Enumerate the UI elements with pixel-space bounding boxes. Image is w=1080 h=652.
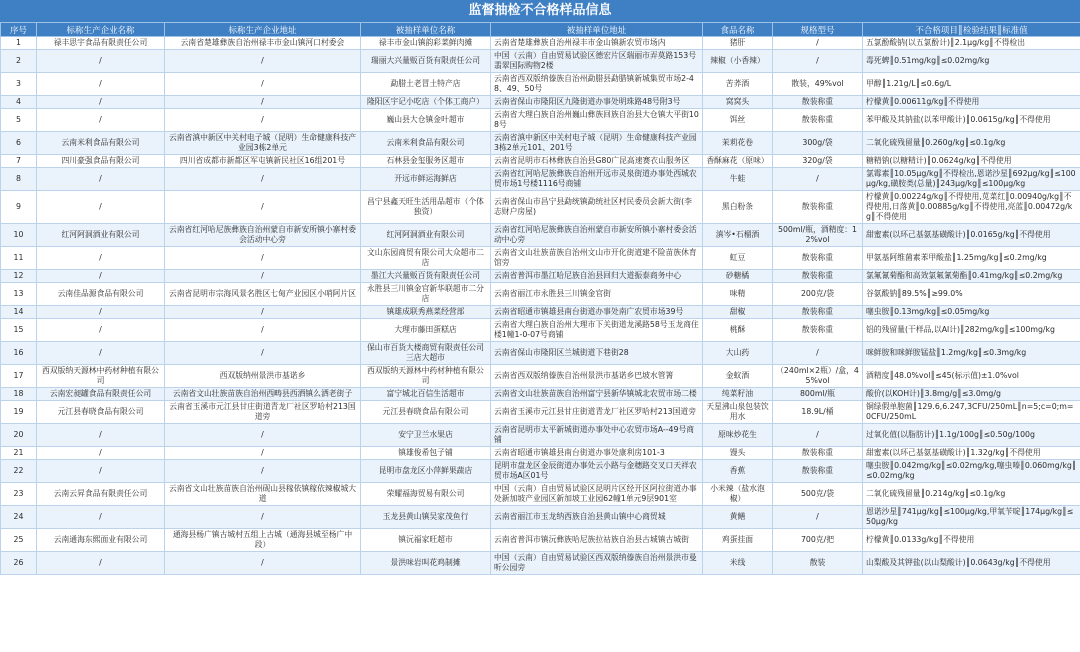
sampled-unit-name: 西双版纳天源林中药材种植有限公司 (361, 365, 491, 388)
manufacturer-name: 西双版纳天源林中药材种植有限公司 (37, 365, 165, 388)
manufacturer-name: / (37, 319, 165, 342)
manufacturer-name: 云南通海东熙面业有限公司 (37, 529, 165, 552)
table-row (1, 109, 1080, 132)
food-name: 米线 (703, 552, 773, 575)
sampled-unit-name: 隆阳区宇记小吃店（个体工商户） (361, 96, 491, 109)
row-index: 12 (1, 270, 37, 283)
row-index: 10 (1, 224, 37, 247)
specification: （240ml×2瓶）/盒，45%vol (773, 365, 863, 388)
food-name: 香酥麻花（原味） (703, 155, 773, 168)
row-index: 14 (1, 306, 37, 319)
food-name: 黄鳝 (703, 506, 773, 529)
specification: 散装称重 (773, 460, 863, 483)
sampled-unit-address: 中国（云南）自由贸易试验区德宏片区瑞丽市弄莫路153号翡翠国际购物2楼 (491, 50, 703, 73)
manufacturer-address: 西双版纳州景洪市基诺乡 (165, 365, 361, 388)
table-row (1, 319, 1080, 342)
table-row (1, 73, 1080, 96)
sampled-unit-name: 景洪味岩叫花鸡制摊 (361, 552, 491, 575)
sampled-unit-address: 云南省滇中新区中关村电子城（昆明）生命健康科技产业园3栋2单元101、201号 (491, 132, 703, 155)
specification: / (773, 37, 863, 50)
manufacturer-address: / (165, 506, 361, 529)
manufacturer-address: / (165, 191, 361, 224)
food-name: 纯菜籽油 (703, 388, 773, 401)
sampled-unit-name: 元江县春晓食品有限公司 (361, 401, 491, 424)
food-name: 桃酥 (703, 319, 773, 342)
manufacturer-name: 云南云昇食品有限责任公司 (37, 483, 165, 506)
sampled-unit-name: 巍山县大仓镇金叶超市 (361, 109, 491, 132)
sampled-unit-address: 中国（云南）自由贸易试验区西双版纳傣族自治州景洪市曼听公园旁 (491, 552, 703, 575)
manufacturer-address: / (165, 424, 361, 447)
table-row (1, 50, 1080, 73)
failed-items: 酒精度║48.0%vol║≤45(标示值)±1.0%vol (863, 365, 1080, 388)
table-row (1, 552, 1080, 575)
row-index: 8 (1, 168, 37, 191)
failed-items: 苯甲酸及其钠盐(以苯甲酸计)║0.0615g/kg║不得使用 (863, 109, 1080, 132)
header-manufacturer-address: 标称生产企业地址 (165, 23, 361, 37)
food-name: 窝窝头 (703, 96, 773, 109)
sampled-unit-name: 禄丰市金山镇韵彩菜鲜肉摊 (361, 37, 491, 50)
sampled-unit-name: 富宁城北百信生活超市 (361, 388, 491, 401)
manufacturer-address: 四川省成都市新都区军屯镇新民社区16组201号 (165, 155, 361, 168)
manufacturer-address: 云南省楚雄彝族自治州禄丰市金山镇河口村委会 (165, 37, 361, 50)
manufacturer-name: / (37, 168, 165, 191)
table-row (1, 306, 1080, 319)
manufacturer-name: / (37, 109, 165, 132)
failed-items: 咪鲜胺和咪鲜胺锰盐║1.2mg/kg║≤0.3mg/kg (863, 342, 1080, 365)
table-row (1, 96, 1080, 109)
food-name: 饵丝 (703, 109, 773, 132)
failed-items: 噻虫胺║0.042mg/kg║≤0.02mg/kg,噻虫嗪║0.060mg/kg║≤0.02mg/kg (863, 460, 1080, 483)
failed-items: 酸价(以KOH计)║3.8mg/g║≤3.0mg/g (863, 388, 1080, 401)
sampled-unit-name: 红河阿洞酒业有限公司 (361, 224, 491, 247)
sampled-unit-name: 瑞丽大兴量贩百货有限责任公司 (361, 50, 491, 73)
table-row (1, 224, 1080, 247)
table-row (1, 37, 1080, 50)
sampled-unit-address: 云南省大理白族自治州巍山彝族回族自治县大仓镇大平街108号 (491, 109, 703, 132)
failed-items: 甲醇║1.21g/L║≤0.6g/L (863, 73, 1080, 96)
specification: 散装，49%vol (773, 73, 863, 96)
manufacturer-address: / (165, 460, 361, 483)
failed-items: 过氧化值(以脂肪计)║1.1g/100g║≤0.50g/100g (863, 424, 1080, 447)
manufacturer-name: / (37, 96, 165, 109)
sampled-unit-address: 中国（云南）自由贸易试验区昆明片区经开区阿拉街道办事处新加坡产业园区新加坡工业园62幢1单元9层901室 (491, 483, 703, 506)
manufacturer-name: 禄丰思宇食品有限责任公司 (37, 37, 165, 50)
sampled-unit-address: 云南省文山壮族苗族自治州文山市开化街道建不险苗族休育馆旁 (491, 247, 703, 270)
header-food-name: 食品名称 (703, 23, 773, 37)
sampled-unit-name: 石林县金玺服务区超市 (361, 155, 491, 168)
header-sampled-unit-name: 被抽样单位名称 (361, 23, 491, 37)
sampled-unit-address: 云南省文山壮族苗族自治州富宁县新华镇城北农贸市场二楼 (491, 388, 703, 401)
manufacturer-address: 通海县杨广镇古城村五组上古城（通海县城至杨广中段） (165, 529, 361, 552)
sampled-unit-address: 云南省昆明市石林彝族自治县G80广昆高速赛衣山服务区 (491, 155, 703, 168)
food-name: 天星沸山泉包装饮用水 (703, 401, 773, 424)
table-row (1, 132, 1080, 155)
manufacturer-name: / (37, 460, 165, 483)
food-name: 大山药 (703, 342, 773, 365)
specification: 800ml/瓶 (773, 388, 863, 401)
specification: 散装称重 (773, 306, 863, 319)
manufacturer-name: / (37, 342, 165, 365)
food-name: 牛蛙 (703, 168, 773, 191)
food-name: 砂糖橘 (703, 270, 773, 283)
header-manufacturer-name: 标称生产企业名称 (37, 23, 165, 37)
manufacturer-address: 云南省文山壮族苗族自治州西畴县西洒镇么洒老街子 (165, 388, 361, 401)
sampled-unit-name: 文山东园商贸有限公司大众超市二店 (361, 247, 491, 270)
row-index: 25 (1, 529, 37, 552)
food-name: 小米辣（盐水泡椒） (703, 483, 773, 506)
manufacturer-address: / (165, 73, 361, 96)
manufacturer-address: / (165, 342, 361, 365)
sampled-unit-address: 云南省红河哈尼族彝族自治州开远市灵泉街道办事处西城农贸市场1号楼1116号商铺 (491, 168, 703, 191)
failed-items: 糖精钠(以糖精计)║0.0624g/kg║不得使用 (863, 155, 1080, 168)
failed-items: 二氧化硫残留量║0.260g/kg║≤0.1g/kg (863, 132, 1080, 155)
manufacturer-name: 元江县春晓食品有限公司 (37, 401, 165, 424)
failed-items: 甜蜜素(以环己基氨基磺酸计)║0.0165g/kg║不得使用 (863, 224, 1080, 247)
food-name: 香蕉 (703, 460, 773, 483)
failed-items: 氯霉素║10.05μg/kg║不得检出,恩诺沙星║692μg/kg║≤100μg/kg,磺胺类(总量)║243μg/kg║≤100μg/kg (863, 168, 1080, 191)
specification: 散装称重 (773, 191, 863, 224)
food-name: 滇岑•石榴酒 (703, 224, 773, 247)
row-index: 26 (1, 552, 37, 575)
sampled-unit-name: 镇雄成联秀燕菜经营部 (361, 306, 491, 319)
manufacturer-name: / (37, 73, 165, 96)
sampled-unit-address: 云南省大理白族自治州大理市下关街道龙溪路58号玉龙商住楼1幢1-0-07号商铺 (491, 319, 703, 342)
sampled-unit-name: 勐腊土老冒土特产店 (361, 73, 491, 96)
specification: 500克/袋 (773, 483, 863, 506)
food-name: 猪肝 (703, 37, 773, 50)
food-name: 味精 (703, 283, 773, 306)
table-row (1, 424, 1080, 447)
row-index: 17 (1, 365, 37, 388)
manufacturer-address: 云南省昆明市宗海风景名胜区七甸产业园区小哨阿片区 (165, 283, 361, 306)
sampled-unit-name: 永胜县三川镇金官新华联超市二分店 (361, 283, 491, 306)
food-name: 原味炒花生 (703, 424, 773, 447)
failed-items: 氯氟氰菊酯和高效氯氟氰菊酯║0.41mg/kg║≤0.2mg/kg (863, 270, 1080, 283)
noncompliant-samples-table (0, 22, 1080, 575)
table-row (1, 365, 1080, 388)
table-row (1, 342, 1080, 365)
manufacturer-address: / (165, 168, 361, 191)
manufacturer-address: / (165, 552, 361, 575)
failed-items: 毒死蜱║0.51mg/kg║≤0.02mg/kg (863, 50, 1080, 73)
manufacturer-name: / (37, 50, 165, 73)
manufacturer-name: / (37, 247, 165, 270)
row-index: 7 (1, 155, 37, 168)
specification: 散装称重 (773, 447, 863, 460)
row-index: 9 (1, 191, 37, 224)
row-index: 22 (1, 460, 37, 483)
row-index: 16 (1, 342, 37, 365)
sampled-unit-address: 云南省西双版纳傣族自治州景洪市基诺乡巴坡水管箐 (491, 365, 703, 388)
failed-items: 铜绿假单胞菌║129.6,6.247,3CFU/250mL║n=5;c=0;m=0CFU/250mL (863, 401, 1080, 424)
failed-items: 二氧化硫残留量║0.214g/kg║≤0.1g/kg (863, 483, 1080, 506)
sampled-unit-name: 大理市藤田蛋糕店 (361, 319, 491, 342)
table-row (1, 270, 1080, 283)
manufacturer-name: 云南宏昶罐食品有限责任公司 (37, 388, 165, 401)
sampled-unit-address: 云南省红河哈尼族彝族自治州蒙自市新安所镇小寨村委会活动中心旁 (491, 224, 703, 247)
row-index: 1 (1, 37, 37, 50)
table-row (1, 388, 1080, 401)
manufacturer-name: / (37, 191, 165, 224)
row-index: 21 (1, 447, 37, 460)
table-row (1, 447, 1080, 460)
sampled-unit-address: 云南省丽江市玉龙纳西族自治县黄山镇中心商贸城 (491, 506, 703, 529)
manufacturer-address: / (165, 96, 361, 109)
sampled-unit-name: 昌宁县鑫天旺生活用品超市（个体独资） (361, 191, 491, 224)
manufacturer-address: / (165, 447, 361, 460)
table-row (1, 401, 1080, 424)
row-index: 19 (1, 401, 37, 424)
specification: / (773, 168, 863, 191)
row-index: 6 (1, 132, 37, 155)
manufacturer-address: 云南省文山壮族苗族自治州砚山县稼依镇稼依辣椒城大道 (165, 483, 361, 506)
manufacturer-name: 红河阿洞酒业有限公司 (37, 224, 165, 247)
sampled-unit-address: 云南省丽江市永胜县三川镇金官街 (491, 283, 703, 306)
row-index: 18 (1, 388, 37, 401)
sampled-unit-address: 云南省保山市隆阳区兰城街道下巷街28 (491, 342, 703, 365)
row-index: 3 (1, 73, 37, 96)
food-name: 金蚁酒 (703, 365, 773, 388)
row-index: 20 (1, 424, 37, 447)
sampled-unit-address: 云南省保山市昌宁县勐统镇勐统社区村民委员会新大街(李志财户房屋) (491, 191, 703, 224)
specification: 18.9L/桶 (773, 401, 863, 424)
manufacturer-address: 云南省滇中新区中关村电子城（昆明）生命健康科技产业园3栋2单元 (165, 132, 361, 155)
manufacturer-name: / (37, 506, 165, 529)
row-index: 23 (1, 483, 37, 506)
sampled-unit-address: 云南省昭通市镇雄县南台街道办事处南广农贸市场39号 (491, 306, 703, 319)
manufacturer-address: 云南省玉溪市元江县甘庄街道青龙厂社区罗哈村213国道旁 (165, 401, 361, 424)
failed-items: 柠檬黄║0.00224g/kg║不得使用,苋菜红║0.00940g/kg║不得使用,日落黄║0.00885g/kg║不得使用,亮蓝║0.00472g/kg║不得使用 (863, 191, 1080, 224)
sampled-unit-name: 玉龙县黄山镇吴家茂鱼行 (361, 506, 491, 529)
manufacturer-name: / (37, 306, 165, 319)
sampled-unit-address: 云南省楚雄彝族自治州禄丰市金山镇新农贸市场内 (491, 37, 703, 50)
specification: 300g/袋 (773, 132, 863, 155)
sampled-unit-address: 云南省普洱市墨江哈尼族自治县回归大道振泰商务中心 (491, 270, 703, 283)
specification: 散装称重 (773, 319, 863, 342)
row-index: 13 (1, 283, 37, 306)
sampled-unit-name: 荣耀福海贸易有限公司 (361, 483, 491, 506)
sampled-unit-address: 云南省昆明市太平新城街道办事处中心农贸市场A--49号商铺 (491, 424, 703, 447)
food-name: 鸡蛋挂面 (703, 529, 773, 552)
failed-items: 铝的残留量(干样品,以Al计)║282mg/kg║≤100mg/kg (863, 319, 1080, 342)
sampled-unit-name: 开远市鲜运海鲜店 (361, 168, 491, 191)
sampled-unit-name: 镇雄俊希包子铺 (361, 447, 491, 460)
row-index: 4 (1, 96, 37, 109)
specification: 散装称重 (773, 270, 863, 283)
header-sampled-unit-address: 被抽样单位地址 (491, 23, 703, 37)
row-index: 11 (1, 247, 37, 270)
sampled-unit-name: 墨江大兴量贩百货有限责任公司 (361, 270, 491, 283)
manufacturer-address: / (165, 270, 361, 283)
table-row (1, 247, 1080, 270)
header-index: 序号 (1, 23, 37, 37)
failed-items: 柠檬黄║0.0133g/kg║不得使用 (863, 529, 1080, 552)
row-index: 5 (1, 109, 37, 132)
manufacturer-address: / (165, 109, 361, 132)
manufacturer-name: 云南佳品源食品有限公司 (37, 283, 165, 306)
sampled-unit-name: 镇沅福家旺超市 (361, 529, 491, 552)
sampled-unit-address: 昆明市盘龙区金辰街道办事处云小路与金穗路交叉口天祥农贸市场A区01号 (491, 460, 703, 483)
manufacturer-name: 四川豪强食品有限公司 (37, 155, 165, 168)
sampled-unit-address: 云南省西双版纳傣族自治州勐腊县勐腊镇新城集贸市场2-48、49、50号 (491, 73, 703, 96)
specification: 320g/袋 (773, 155, 863, 168)
manufacturer-name: / (37, 424, 165, 447)
failed-items: 甜蜜素(以环己基氨基磺酸计)║1.32g/kg║不得使用 (863, 447, 1080, 460)
manufacturer-name: 云南米利食品有限公司 (37, 132, 165, 155)
manufacturer-address: / (165, 319, 361, 342)
failed-items: 谷氨酸钠║89.5%║≥99.0% (863, 283, 1080, 306)
table-row (1, 155, 1080, 168)
sampled-unit-address: 云南省玉溪市元江县甘庄街道青龙厂社区罗哈村213国道旁 (491, 401, 703, 424)
manufacturer-address: 云南省红河哈尼族彝族自治州蒙自市新安所镇小寨村委会活动中心旁 (165, 224, 361, 247)
row-index: 2 (1, 50, 37, 73)
sampled-unit-name: 昆明市盘龙区小萍鲜果蔬店 (361, 460, 491, 483)
failed-items: 五氯酚酸钠(以五氯酚计)║2.1μg/kg║不得检出 (863, 37, 1080, 50)
table-row (1, 168, 1080, 191)
manufacturer-name: / (37, 447, 165, 460)
failed-items: 甲氨基阿维菌素苯甲酸盐║1.25mg/kg║≤0.2mg/kg (863, 247, 1080, 270)
table-header-row (1, 23, 1080, 37)
manufacturer-address: / (165, 50, 361, 73)
food-name: 虹豆 (703, 247, 773, 270)
specification: / (773, 342, 863, 365)
food-name: 茉莉花卷 (703, 132, 773, 155)
specification: 散装称重 (773, 109, 863, 132)
specification: 700克/把 (773, 529, 863, 552)
sampled-unit-address: 云南省普洱市镇沅彝族哈尼族拉祜族自治县古城镇古城街 (491, 529, 703, 552)
row-index: 24 (1, 506, 37, 529)
row-index: 15 (1, 319, 37, 342)
failed-items: 噻虫胺║0.13mg/kg║≤0.05mg/kg (863, 306, 1080, 319)
failed-items: 柠檬黄║0.00611g/kg║不得使用 (863, 96, 1080, 109)
table-row (1, 506, 1080, 529)
failed-items: 恩诺沙星║741μg/kg║≤100μg/kg,甲氧苄啶║174μg/kg║≤50μg/kg (863, 506, 1080, 529)
food-name: 辣椒（小香辣） (703, 50, 773, 73)
specification: / (773, 506, 863, 529)
sampled-unit-address: 云南省昭通市镇雄县南台街道办事处康利房101-3 (491, 447, 703, 460)
manufacturer-address: / (165, 306, 361, 319)
food-name: 甜椒 (703, 306, 773, 319)
sampled-unit-name: 安宁卫兰水果店 (361, 424, 491, 447)
food-name: 黑白粉条 (703, 191, 773, 224)
manufacturer-address: / (165, 247, 361, 270)
page-title: 监督抽检不合格样品信息 (0, 0, 1080, 22)
food-name: 馒头 (703, 447, 773, 460)
specification: 散装称重 (773, 247, 863, 270)
specification: 散装 (773, 552, 863, 575)
specification: 500ml/瓶，酒精度：12%vol (773, 224, 863, 247)
manufacturer-name: / (37, 552, 165, 575)
specification: 200克/袋 (773, 283, 863, 306)
sampled-unit-name: 云南米利食品有限公司 (361, 132, 491, 155)
sampled-unit-name: 保山市百货大楼商贸有限责任公司三店大超市 (361, 342, 491, 365)
header-failed-items: 不合格项目║检验结果║标准值 (863, 23, 1080, 37)
sampled-unit-address: 云南省保山市隆阳区九隆街道办事处明珠路48号附3号 (491, 96, 703, 109)
table-row (1, 529, 1080, 552)
table-row (1, 191, 1080, 224)
food-name: 苦荞酒 (703, 73, 773, 96)
specification: / (773, 50, 863, 73)
table-row (1, 283, 1080, 306)
failed-items: 山梨酸及其钾盐(以山梨酸计)║0.0643g/kg║不得使用 (863, 552, 1080, 575)
table-row (1, 483, 1080, 506)
header-specification: 规格型号 (773, 23, 863, 37)
specification: / (773, 424, 863, 447)
manufacturer-name: / (37, 270, 165, 283)
specification: 散装称重 (773, 96, 863, 109)
table-row (1, 460, 1080, 483)
